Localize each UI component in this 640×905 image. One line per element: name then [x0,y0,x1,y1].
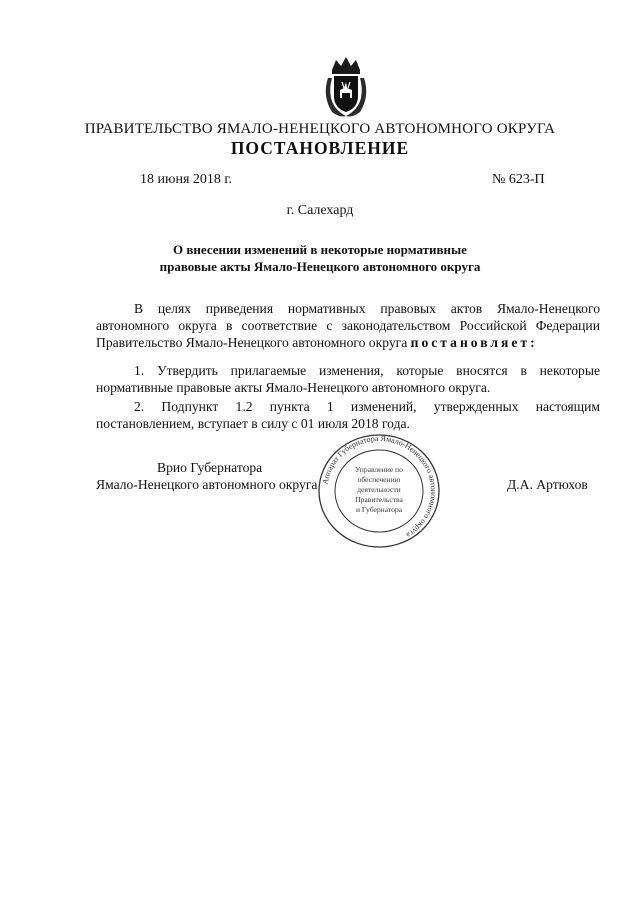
paragraph-1-line-3 [96,334,600,351]
stamp-line-1: Управление по [355,465,403,474]
signatory-title-line-2: Ямало-Ненецкого автономного округа [96,477,318,492]
coat-of-arms-icon [322,54,370,120]
stamp-line-5: и Губернатора [355,505,403,514]
official-stamp [316,432,442,550]
stamp-line-2: обеспечению [357,475,401,484]
item-2-line-2: постановлением, вступает в силу с 01 июля 2018 года. [96,416,410,431]
item-1-line-2: нормативные правовые акты Ямало-Ненецкого автономного округа. [96,380,491,395]
signatory-name: Д.А. Артюхов [507,477,588,492]
document-city: г. Салехард [286,203,354,218]
stamp-ring-text: Аппарат Губернатора Ямало-Ненецкого автономного округа [320,433,439,540]
government-title: ПРАВИТЕЛЬСТВО ЯМАЛО-НЕНЕЦКОГО АВТОНОМНОГО ОКРУГА [84,121,556,137]
paragraph-1-line-1: В целях приведения нормативных правовых актов Ямало-Ненецкого [134,301,600,316]
item-2-line-1: 2. Подпункт 1.2 пункта 1 изменений, утвержденных настоящим [134,399,600,414]
resolution-verb: постановляет: [410,335,538,350]
subject-line-1: О внесении изменений в некоторые нормативные [173,242,467,257]
document-type: ПОСТАНОВЛЕНИЕ [230,138,410,158]
stamp-line-4: Правительства [355,495,403,504]
paragraph-1-line-3-start: Правительство Ямало-Ненецкого автономного округа [96,335,408,350]
subject-line-2: правовые акты Ямало-Ненецкого автономного округа [159,259,481,274]
paragraph-1-line-2: автономного округа в соответствие с законодательством Российской Федерации [96,318,600,333]
document-date: 18 июня 2018 г. [140,172,233,187]
item-1-line-1: 1. Утвердить прилагаемые изменения, которые вносятся в некоторые [134,363,600,378]
stamp-line-3: деятельности [357,485,401,494]
document-number: № 623-П [492,172,545,187]
signatory-title-line-1: Врио Губернатора [157,460,263,475]
